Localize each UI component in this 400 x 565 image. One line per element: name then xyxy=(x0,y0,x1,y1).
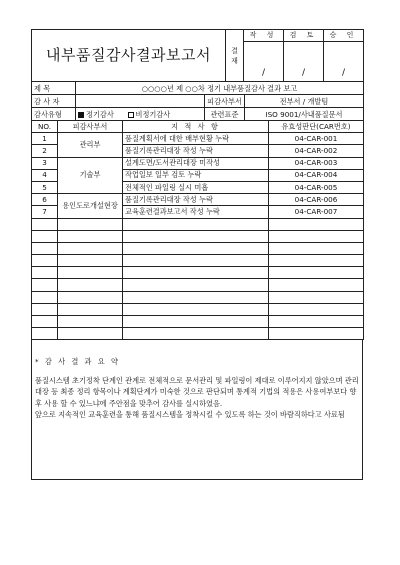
empty-cell[interactable] xyxy=(58,303,123,315)
row-no[interactable]: 1 xyxy=(32,133,58,145)
empty-cell[interactable] xyxy=(58,279,123,291)
empty-cell[interactable] xyxy=(269,291,364,303)
standard-label: 관련표준 xyxy=(205,108,245,121)
irregular-audit-label: 비정기감사 xyxy=(135,109,171,119)
row-finding[interactable]: 품질계획서에 대한 배부현황 누락 xyxy=(123,133,269,145)
summary-body[interactable]: 품질시스템 초기정착 단계인 관계로 전체적으로 문서관리 및 파일링이 제대로 이루어지지 않았으며 관리대장 등 최종 정리 항목이나 계획단계가 미숙한 것으로 판단되며 통계적 기법의 적용은 사용여부보다 향후 사용 할 수 있느냐에 주안점을 맞추어 감사를 실시하였음. 앞으로 지속적인 교육훈련을 통해 품질시스템을 정착시킬 수 있도록 하는 것이 바람직하다고 사료됨 xyxy=(35,375,359,420)
empty-cell[interactable] xyxy=(58,230,123,242)
audit-report-form xyxy=(31,29,363,480)
empty-row xyxy=(32,328,364,340)
table-row xyxy=(32,133,364,145)
signature-writer[interactable]: / xyxy=(244,42,284,82)
empty-cell[interactable] xyxy=(58,267,123,279)
approval-col-writer: 작 성 xyxy=(244,30,284,42)
empty-cell[interactable] xyxy=(269,242,364,254)
table-row xyxy=(32,194,364,206)
empty-cell[interactable] xyxy=(123,230,269,242)
empty-cell[interactable] xyxy=(269,328,364,340)
empty-cell[interactable] xyxy=(32,303,58,315)
row-car[interactable]: 04-CAR-004 xyxy=(269,169,364,181)
findings-rows xyxy=(32,133,364,340)
col-header-no: NO. xyxy=(32,121,58,133)
auditor-label: 감 사 자 xyxy=(32,95,76,108)
summary-heading: * 감 사 결 과 요 약 xyxy=(35,357,120,367)
row-no[interactable]: 7 xyxy=(32,206,58,218)
row-car[interactable]: 04-CAR-006 xyxy=(269,194,364,206)
empty-cell[interactable] xyxy=(32,328,58,340)
empty-cell[interactable] xyxy=(32,316,58,328)
summary-section xyxy=(31,340,363,480)
approval-label: 결 재 xyxy=(226,30,244,82)
row-car[interactable]: 04-CAR-007 xyxy=(269,206,364,218)
row-dept[interactable]: 용인도로개설현장 xyxy=(58,194,123,218)
subject-value[interactable]: ○○○○년 제 ○○차 정기 내부품질감사 결과 보고 xyxy=(76,82,364,95)
row-car[interactable]: 04-CAR-002 xyxy=(269,145,364,157)
empty-cell[interactable] xyxy=(32,267,58,279)
empty-row xyxy=(32,267,364,279)
empty-cell[interactable] xyxy=(123,242,269,254)
empty-row xyxy=(32,279,364,291)
row-car[interactable]: 04-CAR-005 xyxy=(269,181,364,193)
row-car[interactable]: 04-CAR-001 xyxy=(269,133,364,145)
header-table xyxy=(31,29,364,82)
regular-audit-label: 정기감사 xyxy=(86,109,114,119)
row-finding[interactable]: 전체적인 파일링 실시 미흡 xyxy=(123,181,269,193)
empty-cell[interactable] xyxy=(32,255,58,267)
empty-cell[interactable] xyxy=(269,303,364,315)
empty-cell[interactable] xyxy=(269,316,364,328)
row-car[interactable]: 04-CAR-003 xyxy=(269,157,364,169)
empty-row xyxy=(32,255,364,267)
col-header-car: 유효성판단(CAR번호) xyxy=(269,121,364,133)
empty-cell[interactable] xyxy=(32,279,58,291)
signature-approver[interactable]: / xyxy=(324,42,364,82)
row-finding[interactable]: 교육훈련결과보고서 작성 누락 xyxy=(123,206,269,218)
empty-cell[interactable] xyxy=(32,230,58,242)
empty-cell[interactable] xyxy=(269,255,364,267)
empty-cell[interactable] xyxy=(123,328,269,340)
empty-cell[interactable] xyxy=(32,291,58,303)
row-finding[interactable]: 품질기록관리대장 작성 누락 xyxy=(123,145,269,157)
empty-cell[interactable] xyxy=(123,255,269,267)
empty-cell[interactable] xyxy=(269,279,364,291)
irregular-audit-checkbox[interactable] xyxy=(128,112,134,118)
empty-row xyxy=(32,303,364,315)
empty-cell[interactable] xyxy=(58,291,123,303)
empty-cell[interactable] xyxy=(123,267,269,279)
empty-cell[interactable] xyxy=(269,267,364,279)
subject-label: 제 목 xyxy=(32,82,76,95)
report-title: 내부품질감사결과보고서 xyxy=(32,30,226,82)
auditee-label: 피감사부서 xyxy=(205,95,245,108)
approval-col-approver: 승 인 xyxy=(324,30,364,42)
audit-type-label: 감사유형 xyxy=(32,108,76,121)
empty-cell[interactable] xyxy=(32,218,58,230)
empty-cell[interactable] xyxy=(123,218,269,230)
col-header-finding: 지 적 사 항 xyxy=(123,121,269,133)
empty-cell[interactable] xyxy=(123,316,269,328)
row-no[interactable]: 2 xyxy=(32,145,58,157)
row-no[interactable]: 3 xyxy=(32,157,58,169)
table-row xyxy=(32,157,364,169)
empty-row xyxy=(32,291,364,303)
row-no[interactable]: 5 xyxy=(32,181,58,193)
empty-cell[interactable] xyxy=(123,291,269,303)
approval-col-reviewer: 검 토 xyxy=(284,30,324,42)
row-no[interactable]: 4 xyxy=(32,169,58,181)
empty-row xyxy=(32,218,364,230)
empty-cell[interactable] xyxy=(58,242,123,254)
empty-cell[interactable] xyxy=(123,279,269,291)
empty-row xyxy=(32,316,364,328)
empty-cell[interactable] xyxy=(58,328,123,340)
empty-cell[interactable] xyxy=(269,230,364,242)
row-finding[interactable]: 작업일보 일부 검토 누락 xyxy=(123,169,269,181)
row-finding[interactable]: 설계도면/도서관리대장 미작성 xyxy=(123,157,269,169)
empty-cell[interactable] xyxy=(32,242,58,254)
info-table xyxy=(31,81,364,121)
standard-value[interactable]: ISO 9001/사내품질문서 xyxy=(245,108,364,121)
empty-cell[interactable] xyxy=(269,218,364,230)
empty-cell[interactable] xyxy=(123,303,269,315)
audit-type-options xyxy=(76,108,205,121)
row-finding[interactable]: 품질기록관리대장 작성 누락 xyxy=(123,194,269,206)
empty-cell[interactable] xyxy=(58,218,123,230)
empty-cell[interactable] xyxy=(58,255,123,267)
empty-cell[interactable] xyxy=(58,316,123,328)
empty-row xyxy=(32,242,364,254)
auditee-value[interactable]: 전부서 / 개발팀 xyxy=(245,95,364,108)
signature-reviewer[interactable]: / xyxy=(284,42,324,82)
row-dept[interactable]: 관리부 xyxy=(58,133,123,157)
row-no[interactable]: 6 xyxy=(32,194,58,206)
col-header-dept: 피감사부서 xyxy=(58,121,123,133)
regular-audit-checkbox[interactable] xyxy=(78,112,84,118)
row-dept[interactable]: 기술부 xyxy=(58,157,123,194)
empty-row xyxy=(32,230,364,242)
findings-table xyxy=(31,120,364,340)
auditor-value[interactable] xyxy=(76,95,205,108)
